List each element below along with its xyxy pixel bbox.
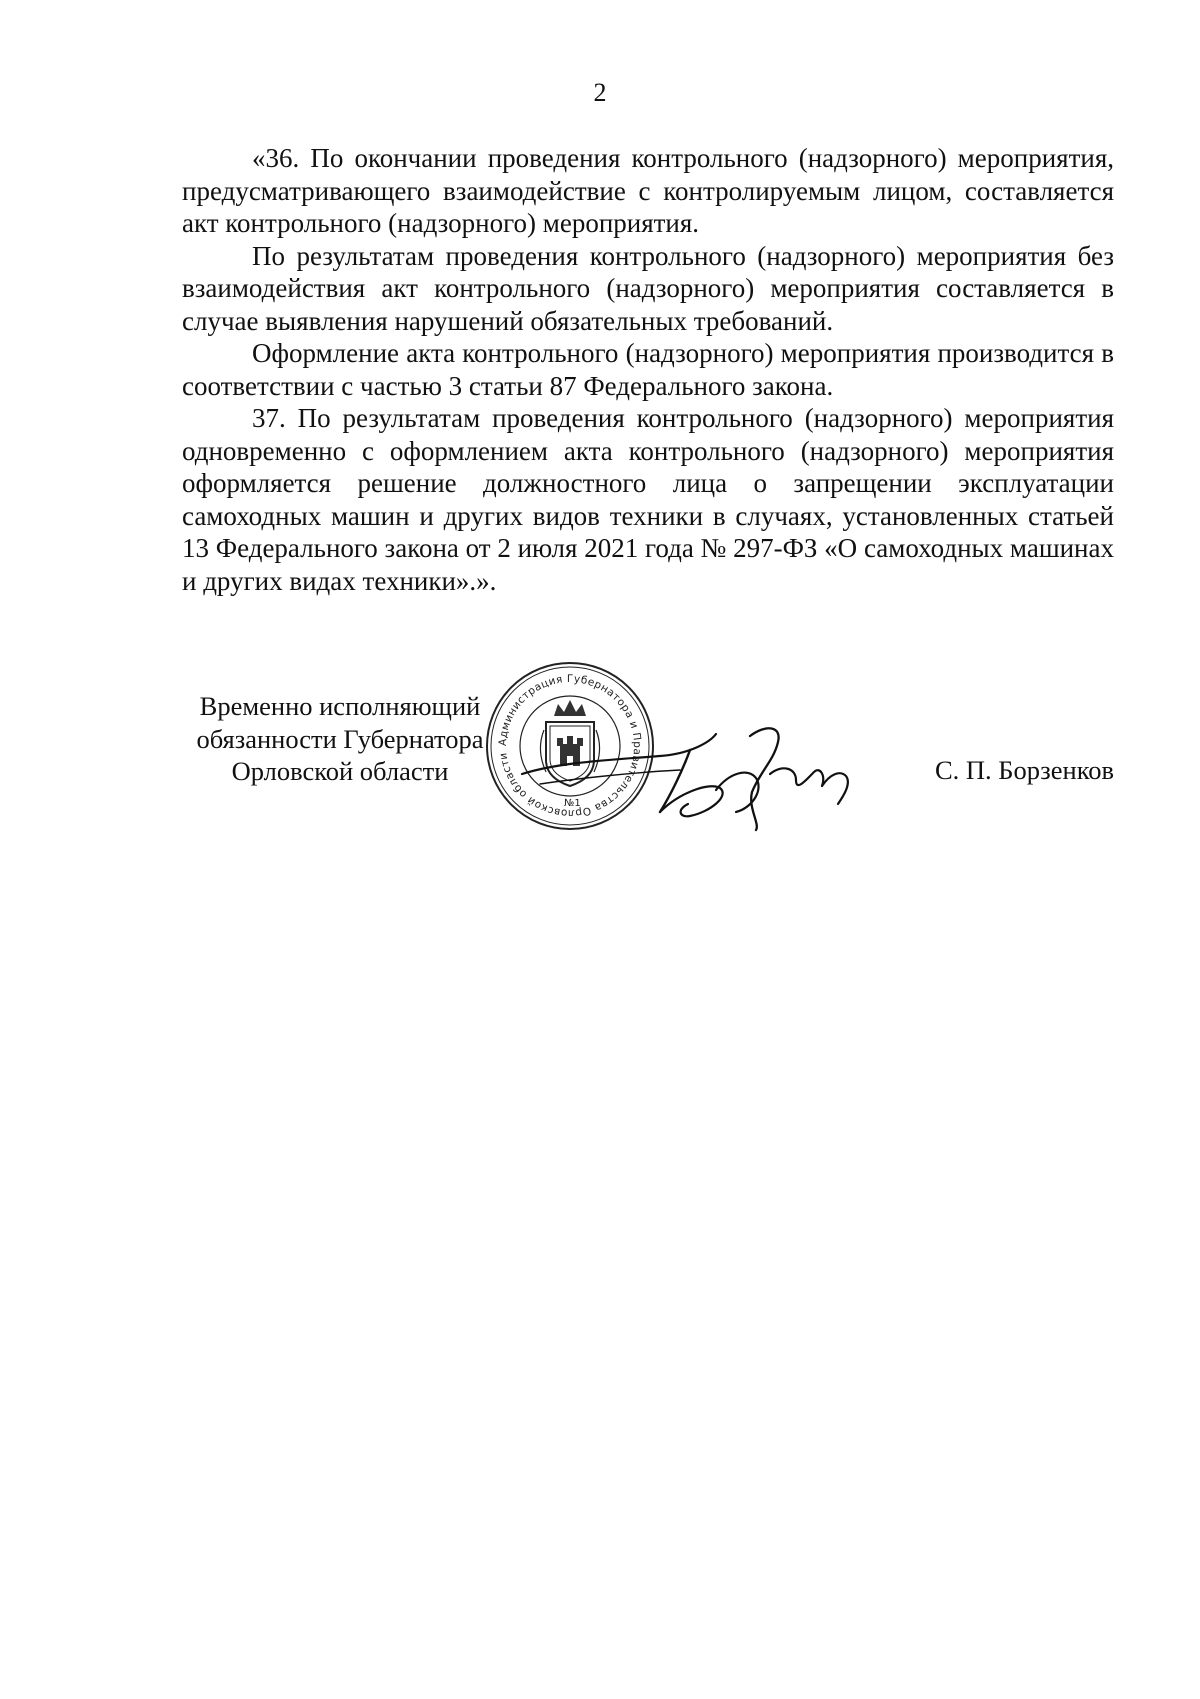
- signer-name: С. П. Борзенков: [934, 755, 1114, 785]
- svg-text:№1: №1: [564, 798, 581, 809]
- paragraph-36: «36. По окончании проведения контрольного (надзорного) мероприятия, предусматривающего взаимодействие с контролируемым лицом, составляется акт контрольного (надзорного) мероприятия.: [182, 143, 1114, 238]
- paragraph-37: 37. По результатам проведения контрольного (надзорного) мероприятия одновременно с оформлением акта контрольного (надзорного) мероприятия оформляется решение должностного лица о запрещении эксплуатации самоходных машин и других видов техники в случаях, установленных статьей 13 Федерального закона от 2 июля 2021 года № 297-ФЗ «О самоходных машинах и других видах техники».».: [182, 403, 1114, 596]
- paragraph-36-no-interaction: По результатам проведения контрольного (надзорного) мероприятия без взаимодействия акт контрольного (надзорного) мероприятия составляется в случае выявления нарушений обязательных требований.: [182, 240, 1114, 336]
- signer-title-line-2: обязанности Губернатора: [196, 723, 484, 754]
- svg-text:Администрация Губернатора и Пр: Администрация Губернатора и Правительства Орловской области: [496, 672, 644, 820]
- page-number: 2: [593, 78, 607, 107]
- handwritten-signature: [520, 712, 890, 832]
- signer-title: [180, 690, 500, 788]
- document-body: [182, 142, 1114, 597]
- paragraph-36-act-form: Оформление акта контрольного (надзорного) мероприятия производится в соответствии с частью 3 статьи 87 Федерального закона.: [182, 338, 1114, 401]
- handwritten-signature-icon: [520, 712, 890, 832]
- signer-title-line-1: Временно исполняющий: [199, 691, 481, 721]
- signer-title-line-3: Орловской области: [231, 756, 449, 786]
